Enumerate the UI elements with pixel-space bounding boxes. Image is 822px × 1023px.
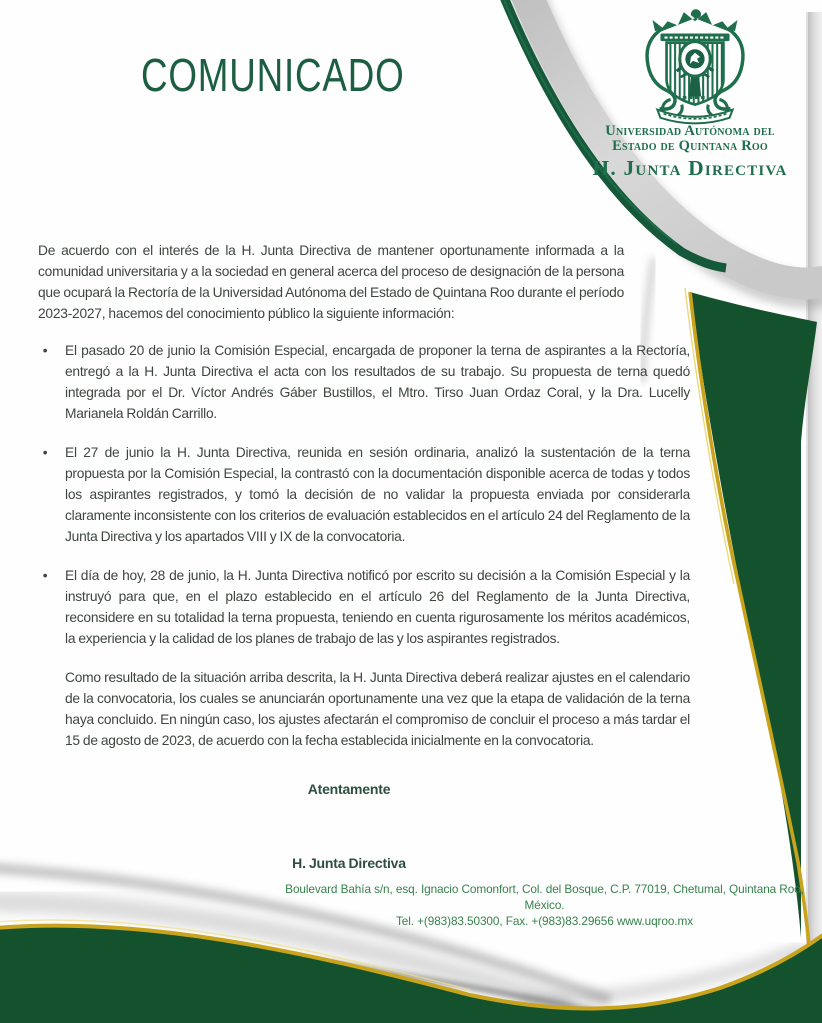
crest-ribbon — [657, 110, 732, 124]
bullet-dot-icon: • — [42, 568, 48, 583]
page-title: COMUNICADO — [141, 49, 405, 101]
footer-phone: Tel. +(983)83.50300, Fax. +(983)83.29656 www.uqroo.mx — [395, 914, 693, 928]
footer-address: Boulevard Bahía s/n, esq. Ignacio Comonfort, Col. del Bosque, C.P. 77019, Chetumal, Quintana Roo, México. — [285, 882, 804, 912]
bullet-text: El 27 de junio la H. Junta Directiva, reunida en sesión ordinaria, analizó la sustentación de la terna propuesta por la Comisión Especial, la contrastó con la documentación disponible acerca de todas y todos los aspirantes registrados, y tomó la decisión de no validar la propuesta enviada por considerarla claramente inconsistente con los criterios de evaluación establecidos en el artículo 24 del Reglamento de la Junta Directiva y los apartados VIII y IX de la convocatoria. — [65, 445, 690, 544]
bullet-text: El pasado 20 de junio la Comisión Especial, encargada de proponer la terna de aspirantes a la Rectoría, entregó a la H. Junta Directiva el acta con los resultados de su trabajo. Su propuesta de terna quedó integrada por el Dr. Víctor Andrés Gáber Bustillos, el Mtro. Tirso Juan Ordaz Coral, y la Dra. Lucelly Marianela Roldán Carrillo. — [65, 343, 690, 421]
university-name-line2: Estado de Quintana Roo — [612, 137, 768, 154]
bullet-item — [38, 565, 690, 649]
university-name — [566, 124, 814, 153]
bullet-item — [38, 442, 690, 547]
closing-paragraph: Como resultado de la situación arriba descrita, la H. Junta Directiva deberá realizar ajustes en el calendario de la convocatoria, los cuales se anunciarán oportunamente una vez que la etapa de validación de la terna haya concluido. En ningún caso, los ajustes afectarán el compromiso de concluir el proceso a más tardar el 15 de agosto de 2023, de acuerdo con la fecha establecida inicialmente en la convocatoria. — [65, 670, 690, 748]
signature: H. Junta Directiva — [292, 855, 406, 871]
crest-center-medallion — [680, 42, 710, 77]
university-crest-icon — [632, 6, 758, 126]
division-name: H. Junta Directiva — [592, 156, 788, 180]
intro-paragraph: De acuerdo con el interés de la H. Junta Directiva de mantener oportunamente informada a la comunidad universitaria y a la sociedad en general acerca del proceso de designación de la persona que ocupará la Rectoría de la Universidad Autónoma del Estado de Quintana Roo durante el período 2023-2027, hacemos del conocimiento público la siguiente información: — [38, 243, 624, 321]
salutation: Atentamente — [307, 781, 391, 797]
footer-contact-block — [272, 881, 817, 929]
bullet-list — [38, 340, 690, 649]
letter-body — [38, 240, 690, 874]
bullet-text: El día de hoy, 28 de junio, la H. Junta Directiva notificó por escrito su decisión a la Comisión Especial y la instruyó para que, en el plazo establecido en el artículo 26 del Reglamento de la Junta Directiva, reconsidere en su totalidad la terna propuesta, teniendo en cuenta rigurosamente los méritos académicos, la experiencia y la calidad de los planes de trabajo de las y los aspirantes registrados. — [65, 568, 690, 646]
university-name-line1: Universidad Autónoma del — [605, 123, 775, 139]
crest-eagle — [658, 9, 731, 32]
bullet-item — [38, 340, 690, 424]
bullet-dot-icon: • — [42, 445, 48, 460]
bullet-dot-icon: • — [42, 343, 48, 358]
crest-name-band — [660, 33, 729, 41]
